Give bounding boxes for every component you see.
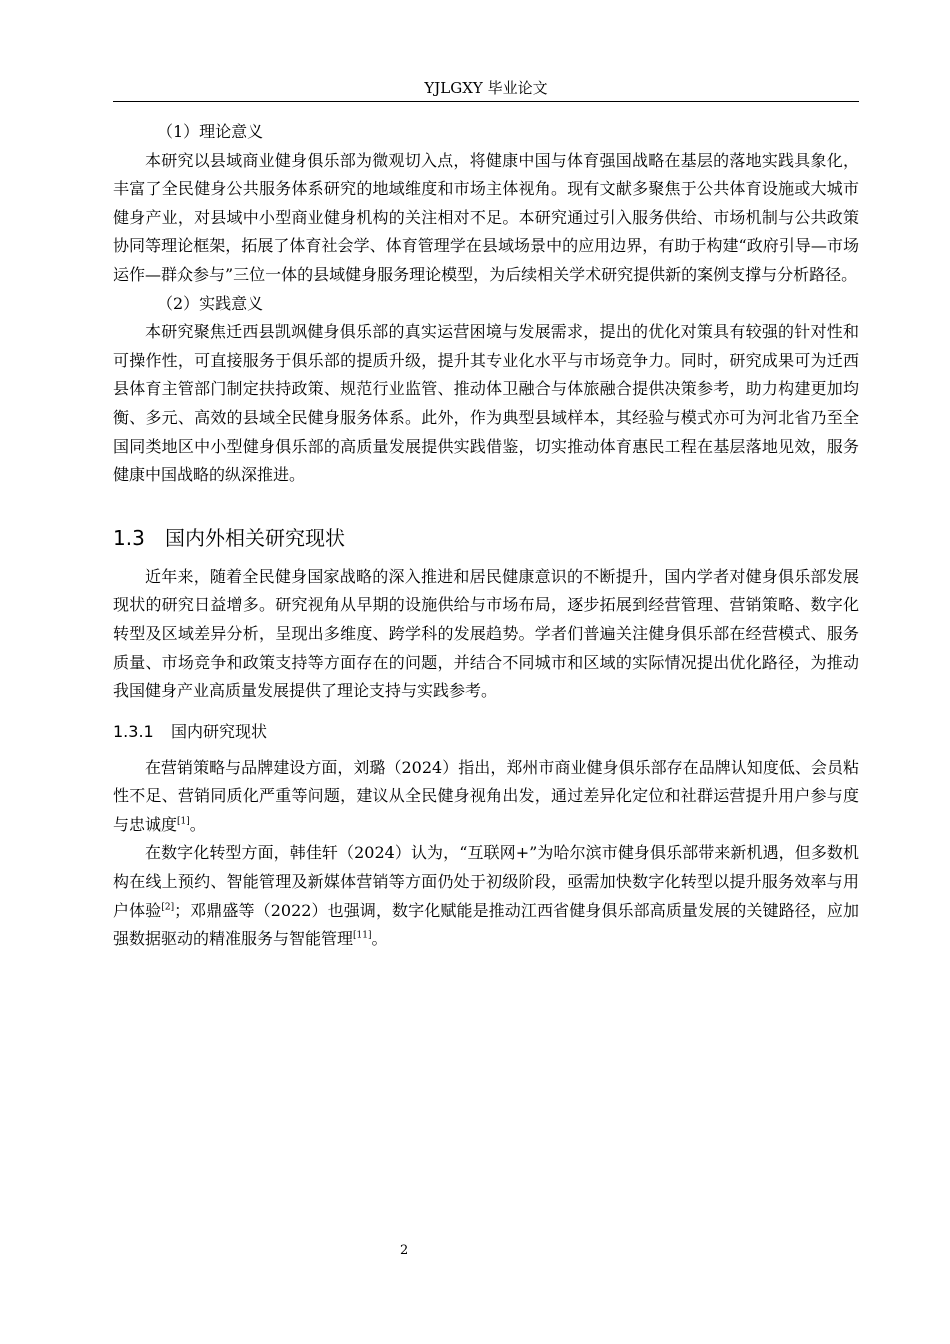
practice-paragraph: 本研究聚焦迁西县凯飒健身俱乐部的真实运营困境与发展需求，提出的优化对策具有较强的针对性和可操作性，可直接服务于俱乐部的提质升级，提升其专业化水平与市场竞争力。同时，研究成果可为迁西县体育主管部门制定扶持政策、规范行业监管、推动体卫融合与体旅融合提供决策参考，助力构建更加均衡、多元、高效的县域全民健身服务体系。此外，作为典型县域样本，其经验与模式亦可为河北省乃至全国同类地区中小型健身俱乐部的高质量发展提供实践借鉴，切实推动体育惠民工程在基层落地见效，服务健康中国战略的纵深推进。	[113, 322, 859, 485]
marketing-paragraph	[113, 754, 859, 840]
digital-text-b: ；邓鼎盛等（2022）也强调，数字化赋能是推动江西省健身俱乐部高质量发展的关键路径，应加强数据驱动的精准服务与智能管理	[113, 900, 859, 949]
citation-2[interactable]: [2]	[161, 902, 175, 913]
digital-paragraph	[113, 839, 859, 953]
section-number: 1.3	[113, 525, 145, 550]
section-title: 国内外相关研究现状	[165, 525, 345, 550]
page-body	[113, 118, 859, 954]
header-divider	[113, 101, 859, 102]
subsection-heading-1-3-1	[113, 718, 859, 746]
digital-text-a: 在数字化转型方面，韩佳轩（2024）认为，“互联网+”为哈尔滨市健身俱乐部带来新机遇，但多数机构在线上预约、智能管理及新媒体营销等方面仍处于初级阶段，亟需加快数字化转型以提升服务效率与用户体验	[113, 843, 859, 920]
theory-paragraph: 本研究以县域商业健身俱乐部为微观切入点，将健康中国与体育强国战略在基层的落地实践具象化，丰富了全民健身公共服务体系研究的地域维度和市场主体视角。现有文献多聚焦于公共体育设施或大城市健身产业，对县域中小型商业健身机构的关注相对不足。本研究通过引入服务供给、市场机制与公共政策协同等理论框架，拓展了体育社会学、体育管理学在县域场景中的应用边界，有助于构建“政府引导—市场运作—群众参与”三位一体的县域健身服务理论模型，为后续相关学术研究提供新的案例支撑与分析路径。	[113, 150, 859, 284]
marketing-text: 在营销策略与品牌建设方面，刘璐（2024）指出，郑州市商业健身俱乐部存在品牌认知度低、会员粘性不足、营销同质化严重等问题，建议从全民健身视角出发，通过差异化定位和社群运营提升用户参与度与忠诚度	[113, 757, 859, 834]
citation-1[interactable]: [1]	[177, 816, 190, 827]
practice-subheading: （2）实践意义	[157, 293, 264, 313]
page-header: YJLGXY 毕业论文	[424, 79, 548, 97]
marketing-end: 。	[189, 814, 206, 834]
theory-subheading: （1）理论意义	[157, 122, 264, 141]
page-number: 2	[400, 1243, 409, 1258]
citation-11[interactable]: [11]	[353, 930, 372, 941]
section-heading-1-3	[113, 523, 859, 553]
subsection-number: 1.3.1	[113, 721, 154, 741]
digital-end: 。	[371, 929, 388, 949]
intro-paragraph: 近年来，随着全民健身国家战略的深入推进和居民健康意识的不断提升，国内学者对健身俱乐部发展现状的研究日益增多。研究视角从早期的设施供给与市场布局，逐步拓展到经营管理、营销策略、数字化转型及区域差异分析，呈现出多维度、跨学科的发展趋势。学者们普遍关注健身俱乐部在经营模式、服务质量、市场竞争和政策支持等方面存在的问题，并结合不同城市和区域的实际情况提出优化路径，为推动我国健身产业高质量发展提供了理论支持与实践参考。	[113, 566, 859, 701]
subsection-title: 国内研究现状	[171, 721, 268, 741]
